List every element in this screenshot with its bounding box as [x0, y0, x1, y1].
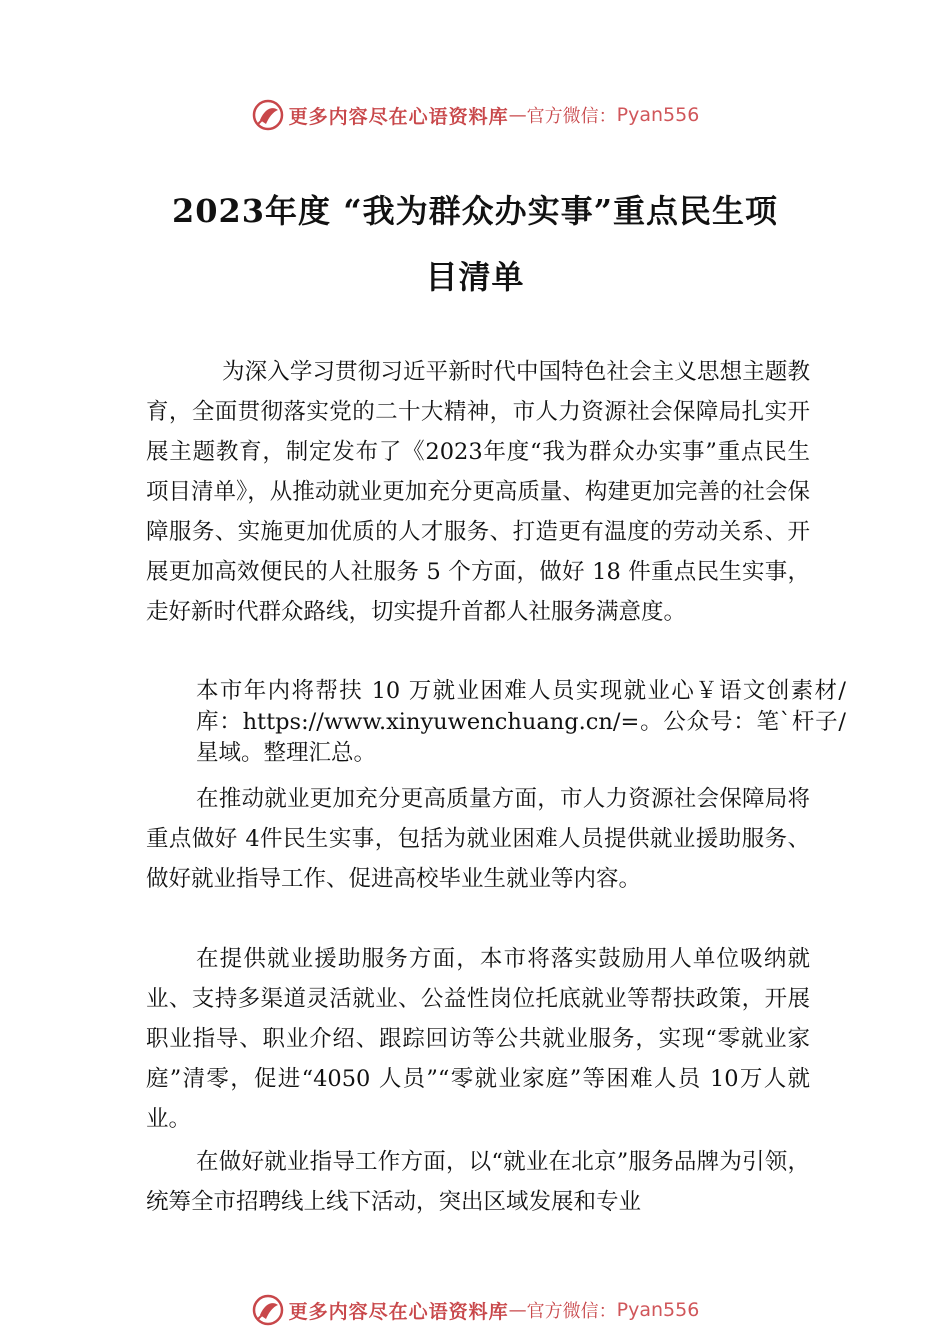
banner-wechat-id: Pyan556 — [616, 1299, 700, 1321]
banner-dash: — — [508, 1299, 527, 1321]
paragraph-watermark-note: 本市年内将帮扶 10 万就业困难人员实现就业心￥语文创素材/库：https://www.xinyuwenchuang.cn/=。公众号：笔`杆子/星域。整理汇总。 — [196, 678, 846, 766]
banner-slogan: 更多内容尽在心语资料库 — [288, 1300, 509, 1323]
footer-banner — [0, 1290, 950, 1330]
paragraph-guidance: 在做好就业指导工作方面，以“就业在北京”服务品牌为引领，统筹全市招聘线上线下活动，突出区域发展和专业 — [146, 1149, 810, 1215]
header-banner — [0, 95, 950, 135]
document-title — [120, 178, 830, 310]
banner-wechat-id: Pyan556 — [616, 104, 700, 126]
banner-official-label: 官方微信： — [526, 106, 617, 127]
library-logo-icon — [251, 98, 285, 132]
title-line-1: 2023年度 “我为群众办实事”重点民生项 — [171, 192, 779, 230]
banner-slogan: 更多内容尽在心语资料库 — [288, 105, 509, 128]
paragraph-intro: 为深入学习贯彻习近平新时代中国特色社会主义思想主题教育，全面贯彻落实党的二十大精神，市人力资源社会保障局扎实开展主题教育，制定发布了《2023年度“我为群众办实事”重点民生项目清单》，从推动就业更加充分更高质量、构建更加完善的社会保障服务、实施更加优质的人才服务、打造更有温度的劳动关系、开展更加高效便民的人社服务 5 个方面，做好 18 件重点民生实事，走好新时代群众路线，切实提升首都人社服务满意度。 — [146, 359, 810, 625]
library-logo-icon — [251, 1293, 285, 1327]
title-line-2: 目清单 — [425, 258, 525, 296]
banner-official-label: 官方微信： — [526, 1301, 617, 1322]
paragraph-assistance: 在提供就业援助服务方面，本市将落实鼓励用人单位吸纳就业、支持多渠道灵活就业、公益性岗位托底就业等帮扶政策，开展职业指导、职业介绍、跟踪回访等公共就业服务，实现“零就业家庭”清零，促进“4050 人员”“零就业家庭”等困难人员 10万人就业。 — [146, 946, 810, 1132]
banner-dash: — — [508, 104, 527, 126]
paragraph-employment: 在推动就业更加充分更高质量方面，市人力资源社会保障局将重点做好 4件民生实事，包括为就业困难人员提供就业援助服务、做好就业指导工作、促进高校毕业生就业等内容。 — [146, 786, 810, 892]
